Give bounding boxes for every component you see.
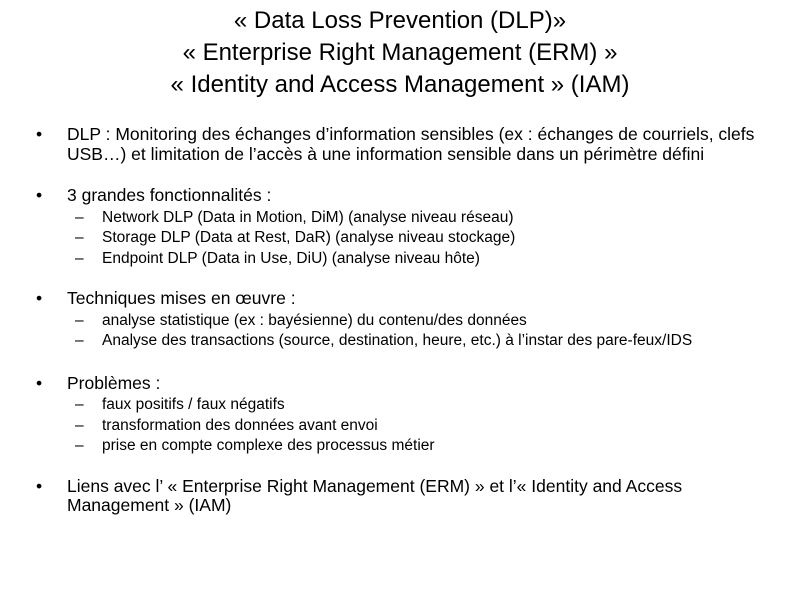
sub-marker: –	[75, 396, 84, 413]
bullet-text: Liens avec l’ « Enterprise Right Management (ERM) » et l’« Identity and Access Management » (IAM)	[67, 475, 683, 515]
sub-text: transformation des données avant envoi	[102, 416, 378, 434]
bullet-item	[36, 374, 781, 455]
sub-item	[67, 251, 781, 268]
bullet-text: Problèmes :	[67, 372, 161, 393]
sub-text: prise en compte complexe des processus métier	[102, 437, 435, 454]
bullet-text: Techniques mises en œuvre :	[67, 288, 296, 308]
sub-text: Analyse des transactions (source, destination, heure, etc.) à l’instar des pare-feux/IDS	[102, 332, 693, 349]
title-line-2: « Enterprise Right Management (ERM) »	[182, 39, 618, 66]
sub-text: Storage DLP (Data at Rest, DaR) (analyse niveau stockage)	[102, 229, 516, 246]
sub-marker: –	[75, 208, 84, 226]
bullet-item	[36, 186, 781, 267]
sub-item	[67, 333, 781, 350]
sub-list	[67, 210, 781, 268]
bullet-marker: •	[36, 124, 43, 144]
bullet-list	[36, 125, 781, 535]
bullet-marker: •	[36, 475, 43, 496]
sub-marker: –	[75, 332, 84, 349]
title-line-1: « Data Loss Prevention (DLP)»	[233, 7, 567, 34]
sub-marker: –	[75, 437, 84, 454]
sub-item	[67, 438, 781, 455]
sub-text: Network DLP (Data in Motion, DiM) (analyse niveau réseau)	[102, 208, 514, 226]
sub-text: Endpoint DLP (Data in Use, DiU) (analyse niveau hôte)	[102, 249, 480, 267]
bullet-item	[36, 289, 781, 350]
bullet-marker: •	[36, 288, 43, 308]
sub-text: analyse statistique (ex : bayésienne) du contenu/des données	[102, 311, 527, 329]
bullet-item	[36, 125, 781, 164]
bullet-item	[36, 477, 781, 516]
sub-marker: –	[75, 311, 84, 329]
sub-marker: –	[75, 249, 84, 267]
sub-list	[67, 313, 781, 350]
title-line-3: « Identity and Access Management » (IAM)	[170, 71, 630, 98]
sub-text: faux positifs / faux négatifs	[102, 396, 285, 413]
sub-item	[67, 418, 781, 435]
bullet-marker: •	[36, 372, 43, 393]
sub-marker: –	[75, 416, 84, 434]
sub-item	[67, 397, 781, 414]
sub-item	[67, 210, 781, 227]
sub-item	[67, 230, 781, 247]
sub-item	[67, 313, 781, 330]
sub-list	[67, 397, 781, 455]
sub-marker: –	[75, 229, 84, 246]
bullet-text: DLP : Monitoring des échanges d’information sensibles (ex : échanges de courriels, clefs USB…) et limitation de l’accès à une information sensible dans un périmètre défini	[67, 124, 755, 164]
slide-title	[0, 5, 800, 101]
bullet-text: 3 grandes fonctionnalités :	[67, 185, 272, 205]
bullet-marker: •	[36, 185, 43, 205]
